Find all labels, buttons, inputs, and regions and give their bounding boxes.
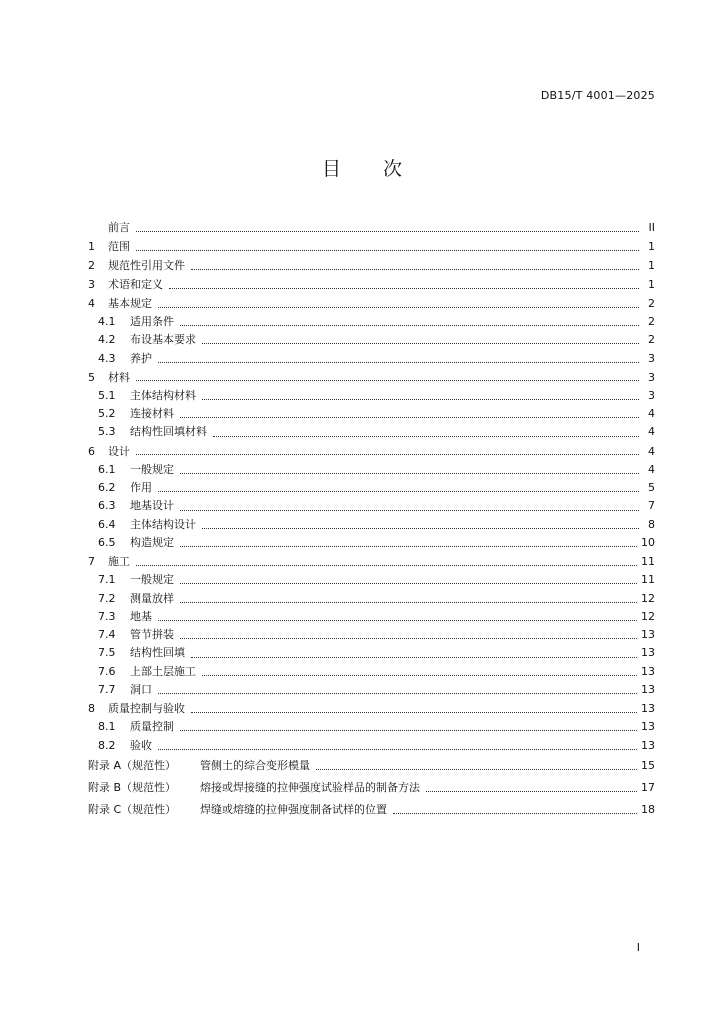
toc-entry-page: 4 <box>648 407 655 421</box>
toc-entry[interactable] <box>88 516 655 534</box>
toc-entry-page: 1 <box>648 278 655 291</box>
toc-entry[interactable] <box>88 663 655 681</box>
toc-entry-number: 4.1 <box>98 315 116 328</box>
dot-leader <box>136 249 639 251</box>
toc-entry-number: 7.6 <box>98 664 116 678</box>
dot-leader <box>191 656 637 658</box>
toc-entry[interactable] <box>88 681 655 699</box>
toc-entry[interactable] <box>88 534 655 552</box>
dot-leader <box>158 692 637 694</box>
toc-entry-label: 上部土层施工 <box>130 664 196 678</box>
document-code: DB15/T 4001—2025 <box>540 89 655 102</box>
toc-entry[interactable] <box>88 571 655 589</box>
toc-entry-page: 18 <box>641 802 655 816</box>
toc-entry[interactable] <box>88 626 655 644</box>
toc-entry-label: 规范性引用文件 <box>108 259 185 272</box>
toc-entry-number: 1 <box>88 240 95 253</box>
page-number: I <box>636 941 640 954</box>
dot-leader <box>158 748 637 750</box>
toc-entry-page: 12 <box>641 591 655 605</box>
toc-entry-page: 11 <box>641 555 655 569</box>
toc-entry-label: 地基 <box>130 609 152 623</box>
toc-entry-number: 5.3 <box>98 425 116 439</box>
toc-entry-label: 质量控制与验收 <box>108 702 185 716</box>
toc-entry-page: II <box>648 221 655 234</box>
toc-entry[interactable] <box>88 368 655 387</box>
toc-entry-label: 适用条件 <box>130 315 174 328</box>
toc-entry[interactable] <box>88 718 655 736</box>
toc-entry-page: 11 <box>641 573 655 587</box>
toc-entry-label: 材料 <box>108 370 130 384</box>
toc-entry-number: 附录 A（规范性） <box>88 758 177 772</box>
toc-entry-label: 布设基本要求 <box>130 333 196 347</box>
toc-entry-page: 17 <box>641 780 655 794</box>
toc-entry-number: 6 <box>88 444 95 458</box>
toc-entry-label: 养护 <box>130 351 152 365</box>
toc-entry-page: 13 <box>641 738 655 752</box>
dot-leader <box>158 361 639 363</box>
toc-entry-label: 一般规定 <box>130 573 174 587</box>
page-title <box>0 154 724 181</box>
toc-entry-number: 7.2 <box>98 591 116 605</box>
toc-entry[interactable] <box>88 275 655 294</box>
dot-leader <box>136 564 637 566</box>
dot-leader <box>136 379 639 381</box>
toc-entry-page: 3 <box>648 388 655 402</box>
toc-entry[interactable] <box>88 405 655 423</box>
toc-entry-label: 焊缝或熔缝的拉伸强度制备试样的位置 <box>200 802 387 816</box>
toc-entry-label: 作用 <box>130 481 152 495</box>
toc-entry-page: 1 <box>648 240 655 253</box>
toc-entry-page: 7 <box>648 499 655 513</box>
dot-leader <box>202 398 639 400</box>
toc-entry-label: 主体结构设计 <box>130 517 196 531</box>
toc-entry-page: 13 <box>641 720 655 734</box>
toc-entry-number: 5.1 <box>98 388 116 402</box>
toc-entry-label: 管节拼装 <box>130 628 174 642</box>
toc-entry[interactable] <box>88 294 655 313</box>
toc-entry-number: 附录 C（规范性） <box>88 802 177 816</box>
toc-entry-number: 2 <box>88 259 95 272</box>
toc-entry-number: 7.4 <box>98 628 116 642</box>
toc-entry-label: 范围 <box>108 240 130 253</box>
dot-leader <box>202 342 639 344</box>
dot-leader <box>136 230 639 232</box>
toc-entry-page: 1 <box>648 259 655 272</box>
dot-leader <box>191 711 637 713</box>
toc-entry[interactable] <box>88 423 655 441</box>
dot-leader <box>202 527 639 529</box>
title-char-1: 目 <box>321 158 341 180</box>
toc-entry[interactable] <box>88 256 655 275</box>
toc-entry-label: 前言 <box>108 221 130 234</box>
toc-entry[interactable] <box>88 799 655 821</box>
toc-entry-page: 13 <box>641 628 655 642</box>
dot-leader <box>180 637 637 639</box>
dot-leader <box>213 435 639 437</box>
toc-entry[interactable] <box>88 442 655 461</box>
toc-entry-number: 3 <box>88 278 95 291</box>
toc-entry[interactable] <box>88 699 655 718</box>
toc-entry[interactable] <box>88 237 655 256</box>
toc-entry-label: 洞口 <box>130 683 152 697</box>
toc-entry-number: 7.1 <box>98 573 116 587</box>
toc-entry-label: 测量放样 <box>130 591 174 605</box>
toc-entry-label: 设计 <box>108 444 130 458</box>
toc-entry-page: 4 <box>648 444 655 458</box>
toc-entry-page: 13 <box>641 702 655 716</box>
toc-entry-page: 2 <box>648 315 655 328</box>
toc-entry[interactable] <box>88 777 655 799</box>
toc-entry[interactable] <box>88 350 655 368</box>
toc-entry[interactable] <box>88 497 655 515</box>
toc-entry-page: 13 <box>641 646 655 660</box>
toc-entry-number: 6.2 <box>98 481 116 495</box>
toc-entry-page: 13 <box>641 683 655 697</box>
toc-entry-label: 结构性回填材料 <box>130 425 207 439</box>
toc-entry[interactable] <box>88 331 655 349</box>
table-of-contents <box>88 218 655 821</box>
toc-entry-label: 一般规定 <box>130 462 174 476</box>
toc-entry-number: 7.7 <box>98 683 116 697</box>
toc-entry-page: 13 <box>641 664 655 678</box>
toc-entry[interactable] <box>88 313 655 331</box>
dot-leader <box>180 416 639 418</box>
dot-leader <box>180 545 637 547</box>
dot-leader <box>316 768 637 770</box>
toc-entry[interactable] <box>88 218 655 237</box>
title-char-2: 次 <box>383 158 403 180</box>
dot-leader <box>158 306 639 308</box>
dot-leader <box>180 472 639 474</box>
toc-entry[interactable] <box>88 590 655 608</box>
dot-leader <box>180 509 639 511</box>
toc-entry-number: 6.3 <box>98 499 116 513</box>
dot-leader <box>158 619 637 621</box>
dot-leader <box>136 453 639 455</box>
toc-entry-label: 熔接或焊接缝的拉伸强度试验样品的制备方法 <box>200 780 420 794</box>
toc-entry-label: 构造规定 <box>130 535 174 549</box>
toc-entry-page: 4 <box>648 462 655 476</box>
toc-entry-number: 7.5 <box>98 646 116 660</box>
toc-entry-page: 3 <box>648 351 655 365</box>
toc-entry-page: 10 <box>641 535 655 549</box>
toc-entry-label: 验收 <box>130 738 152 752</box>
toc-entry-number: 附录 B（规范性） <box>88 780 177 794</box>
toc-entry-page: 3 <box>648 370 655 384</box>
dot-leader <box>180 324 639 326</box>
dot-leader <box>180 582 637 584</box>
toc-entry[interactable] <box>88 737 655 755</box>
toc-entry[interactable] <box>88 608 655 626</box>
toc-entry-number: 4.3 <box>98 351 116 365</box>
toc-entry-page: 4 <box>648 425 655 439</box>
toc-entry-number: 6.1 <box>98 462 116 476</box>
toc-entry-label: 术语和定义 <box>108 278 163 291</box>
toc-entry-number: 7 <box>88 555 95 569</box>
toc-entry-page: 12 <box>641 609 655 623</box>
toc-entry-number: 6.5 <box>98 535 116 549</box>
dot-leader <box>180 601 637 603</box>
toc-entry-label: 基本规定 <box>108 297 152 310</box>
dot-leader <box>202 674 637 676</box>
toc-entry-number: 5 <box>88 370 95 384</box>
toc-entry-number: 8 <box>88 702 95 716</box>
toc-entry[interactable] <box>88 479 655 497</box>
toc-entry-page: 8 <box>648 517 655 531</box>
toc-entry[interactable] <box>88 387 655 405</box>
toc-entry-label: 结构性回填 <box>130 646 185 660</box>
dot-leader <box>426 790 637 792</box>
toc-entry-label: 主体结构材料 <box>130 388 196 402</box>
toc-entry-label: 连接材料 <box>130 407 174 421</box>
dot-leader <box>191 268 639 270</box>
toc-entry-number: 6.4 <box>98 517 116 531</box>
toc-entry-page: 5 <box>648 481 655 495</box>
toc-entry[interactable] <box>88 644 655 662</box>
dot-leader <box>180 729 637 731</box>
toc-entry-label: 施工 <box>108 555 130 569</box>
toc-entry-number: 8.2 <box>98 738 116 752</box>
toc-entry-number: 8.1 <box>98 720 116 734</box>
dot-leader <box>169 287 639 289</box>
toc-entry[interactable] <box>88 461 655 479</box>
dot-leader <box>393 812 637 814</box>
dot-leader <box>158 490 639 492</box>
toc-entry-label: 质量控制 <box>130 720 174 734</box>
toc-entry[interactable] <box>88 755 655 777</box>
toc-entry-page: 2 <box>648 297 655 310</box>
toc-entry-page: 2 <box>648 333 655 347</box>
toc-entry[interactable] <box>88 552 655 571</box>
toc-entry-number: 4 <box>88 297 95 310</box>
toc-entry-number: 5.2 <box>98 407 116 421</box>
toc-entry-label: 地基设计 <box>130 499 174 513</box>
toc-entry-page: 15 <box>641 758 655 772</box>
toc-entry-label: 管侧土的综合变形模量 <box>200 758 310 772</box>
toc-entry-number: 4.2 <box>98 333 116 347</box>
toc-entry-number: 7.3 <box>98 609 116 623</box>
